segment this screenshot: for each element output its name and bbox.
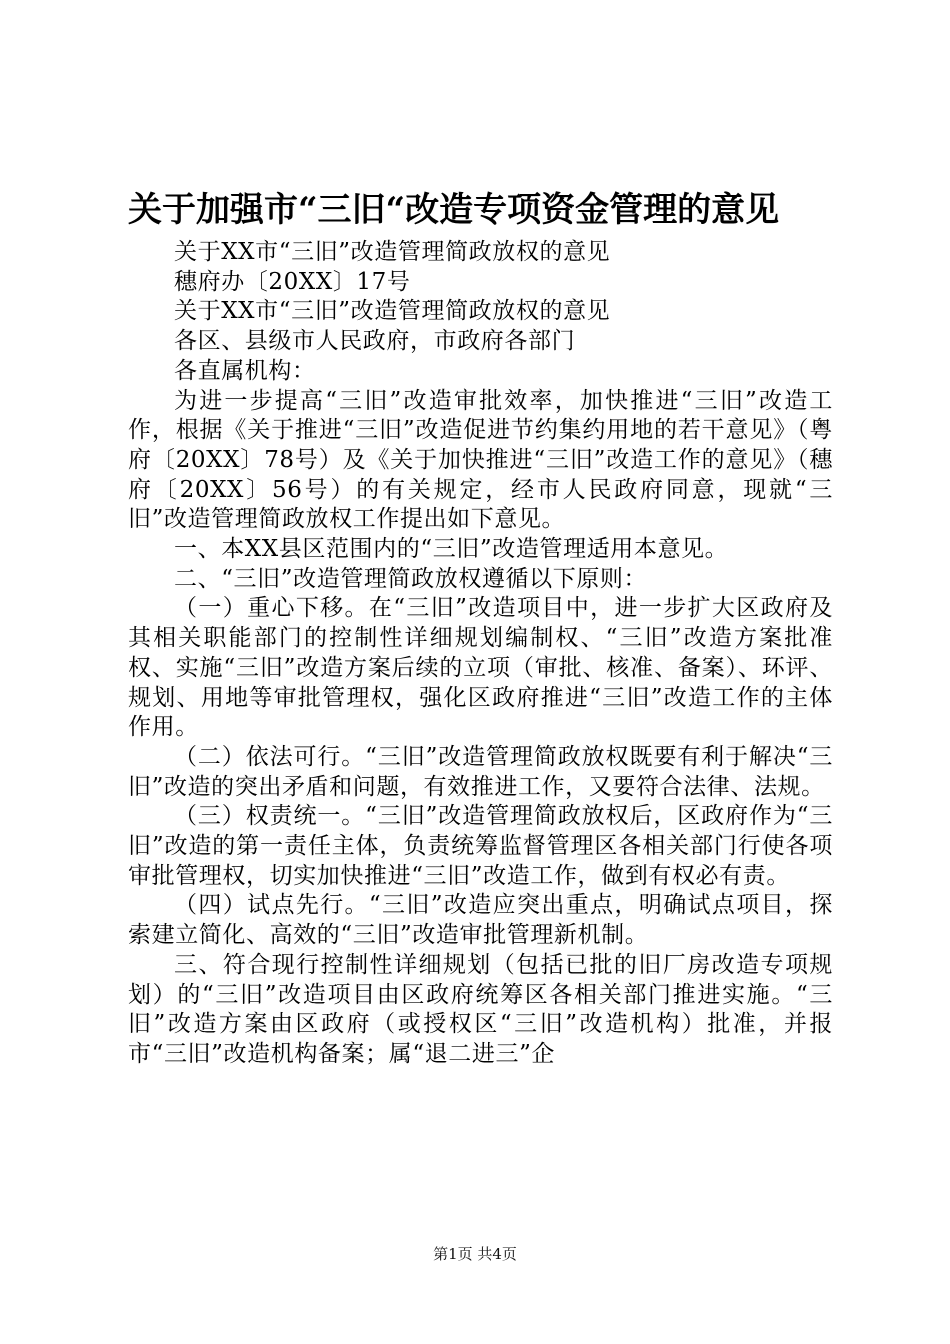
document-body (128, 238, 833, 1070)
paragraph-doc-number: 穗府办〔20XX〕17号 (174, 268, 411, 295)
paragraph-recipients-cont: 各直属机构： (174, 357, 316, 384)
document-title: 关于加强市“三旧“改造专项资金管理的意见 (128, 190, 780, 230)
paragraph-principle-3: （三）权责统一。“三旧”改造管理简政放权后，区政府作为“三旧”改造的第一责任主体，负责统筹监督管理区各相关部门行使各项审批管理权，切实加快推进“三旧”改造工作，做到有权必有责。 (128, 803, 833, 889)
paragraph-principle-1: （一）重心下移。在“三旧”改造项目中，进一步扩大区政府及其相关职能部门的控制性详细规划编制权、“三旧”改造方案批准权、实施“三旧”改造方案后续的立项（审批、核准、备案）、环评、规划、用地等审批管理权，强化区政府推进“三旧”改造工作的主体作用。 (128, 595, 833, 741)
page-footer: 第1页 共4页 (433, 1245, 517, 1263)
paragraph-section-2: 二、“三旧”改造管理简政放权遵循以下原则： (174, 565, 648, 592)
paragraph-section-3: 三、符合现行控制性详细规划（包括已批的旧厂房改造专项规划）的“三旧”改造项目由区政府统筹区各相关部门推进实施。“三旧”改造方案由区政府（或授权区“三旧”改造机构）批准，并报市“三旧”改造机构备案；属“退二进三”企 (128, 951, 833, 1067)
paragraph-subtitle: 关于XX市“三旧”改造管理简政放权的意见 (174, 239, 611, 265)
paragraph-principle-2: （二）依法可行。“三旧”改造管理简政放权既要有利于解决“三旧”改造的突出矛盾和问题，有效推进工作，又要符合法律、法规。 (128, 743, 833, 800)
paragraph-intro: 为进一步提高“三旧”改造审批效率，加快推进“三旧”改造工作，根据《关于推进“三旧”改造促进节约集约用地的若干意见》（粤府〔20XX〕78号）及《关于加快推进“三旧”改造工作的意见》（穗府〔20XX〕56号）的有关规定，经市人民政府同意，现就“三旧”改造管理简政放权工作提出如下意见。 (128, 387, 833, 533)
paragraph-principle-4: （四）试点先行。“三旧”改造应突出重点，明确试点项目，探索建立简化、高效的“三旧”改造审批管理新机制。 (128, 892, 833, 949)
paragraph-recipients: 各区、县级市人民政府，市政府各部门 (174, 328, 576, 355)
paragraph-subtitle-repeat: 关于XX市“三旧”改造管理简政放权的意见 (174, 298, 611, 325)
paragraph-section-1: 一、本XX县区范围内的“三旧”改造管理适用本意见。 (174, 536, 729, 563)
